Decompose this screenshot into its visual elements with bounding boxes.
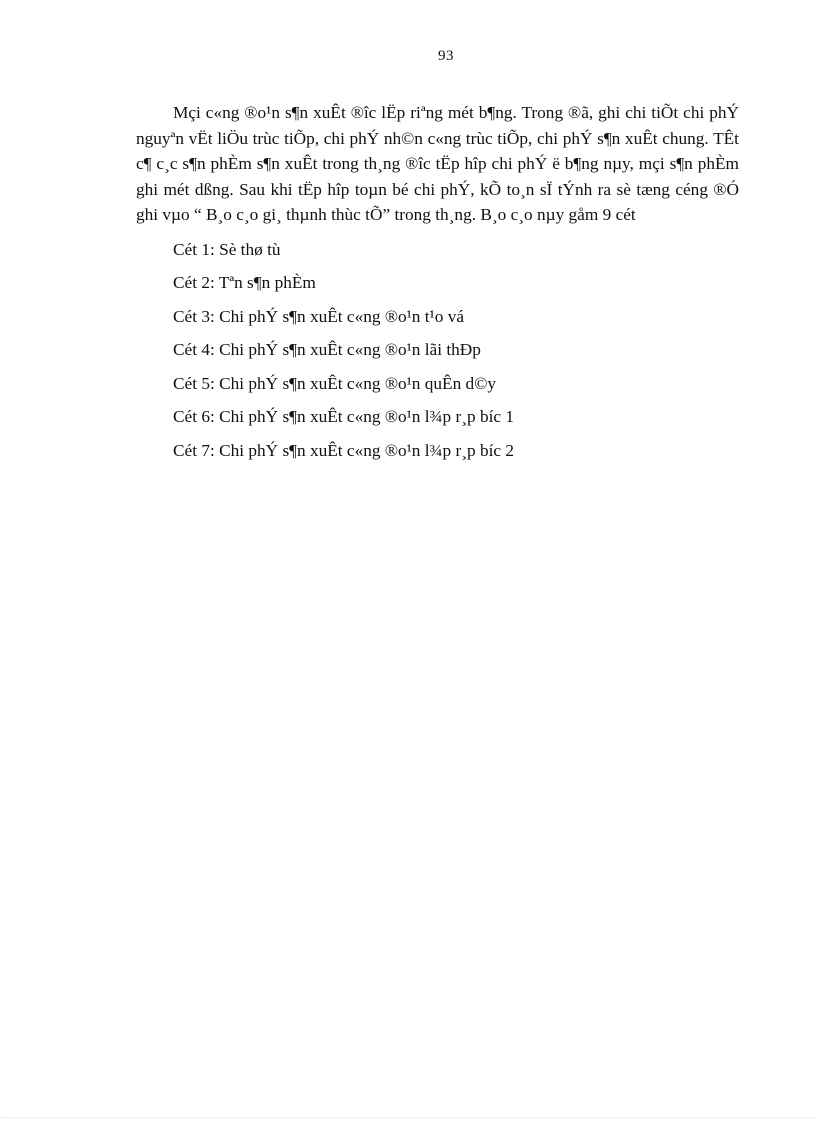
body-text	[136, 100, 739, 467]
list-item-column-5: Cét 5: Chi phÝ s¶n xuÊt c«ng ®o¹n quÊn d©y	[173, 373, 496, 393]
list-item-column-6: Cét 6: Chi phÝ s¶n xuÊt c«ng ®o¹n l¾p r¸p bíc 1	[173, 407, 515, 427]
list-item-column-1: Cét 1: Sè thø tù	[173, 239, 281, 259]
list-item-column-7: Cét 7: Chi phÝ s¶n xuÊt c«ng ®o¹n l¾p r¸p bíc 2	[173, 440, 515, 460]
list-item-column-4: Cét 4: Chi phÝ s¶n xuÊt c«ng ®o¹n lãi thÐp	[173, 340, 481, 360]
column-list	[136, 233, 739, 468]
page-number: 93	[438, 48, 454, 64]
body-paragraph: Mçi c«ng ®o¹n s¶n xuÊt ®îc lËp riªng mét b¶ng. Trong ®ã, ghi chi tiÕt chi phÝ nguyªn vËt liÖu trùc tiÕp, chi phÝ nh©n c«ng trùc tiÕp, chi phÝ s¶n xuÊt chung. TÊt c¶ c¸c s¶n phÈm s¶n xuÊt trong th¸ng ®îc tËp hîp chi phÝ ë b¶ng nµy, mçi s¶n phÈm ghi mét dßng. Sau khi tËp hîp toµn bé chi phÝ, kÕ to¸n sÏ tÝnh ra sè tæng céng ®Ó ghi vµo “ B¸o c¸o gi¸ thµnh thùc tÕ” trong th¸ng. B¸o c¸o nµy gåm 9 cét	[136, 103, 739, 225]
list-item-column-2: Cét 2: Tªn s¶n phÈm	[173, 273, 316, 293]
page-bottom-divider	[0, 1117, 816, 1118]
list-item-column-3: Cét 3: Chi phÝ s¶n xuÊt c«ng ®o¹n t¹o vá	[173, 306, 465, 326]
